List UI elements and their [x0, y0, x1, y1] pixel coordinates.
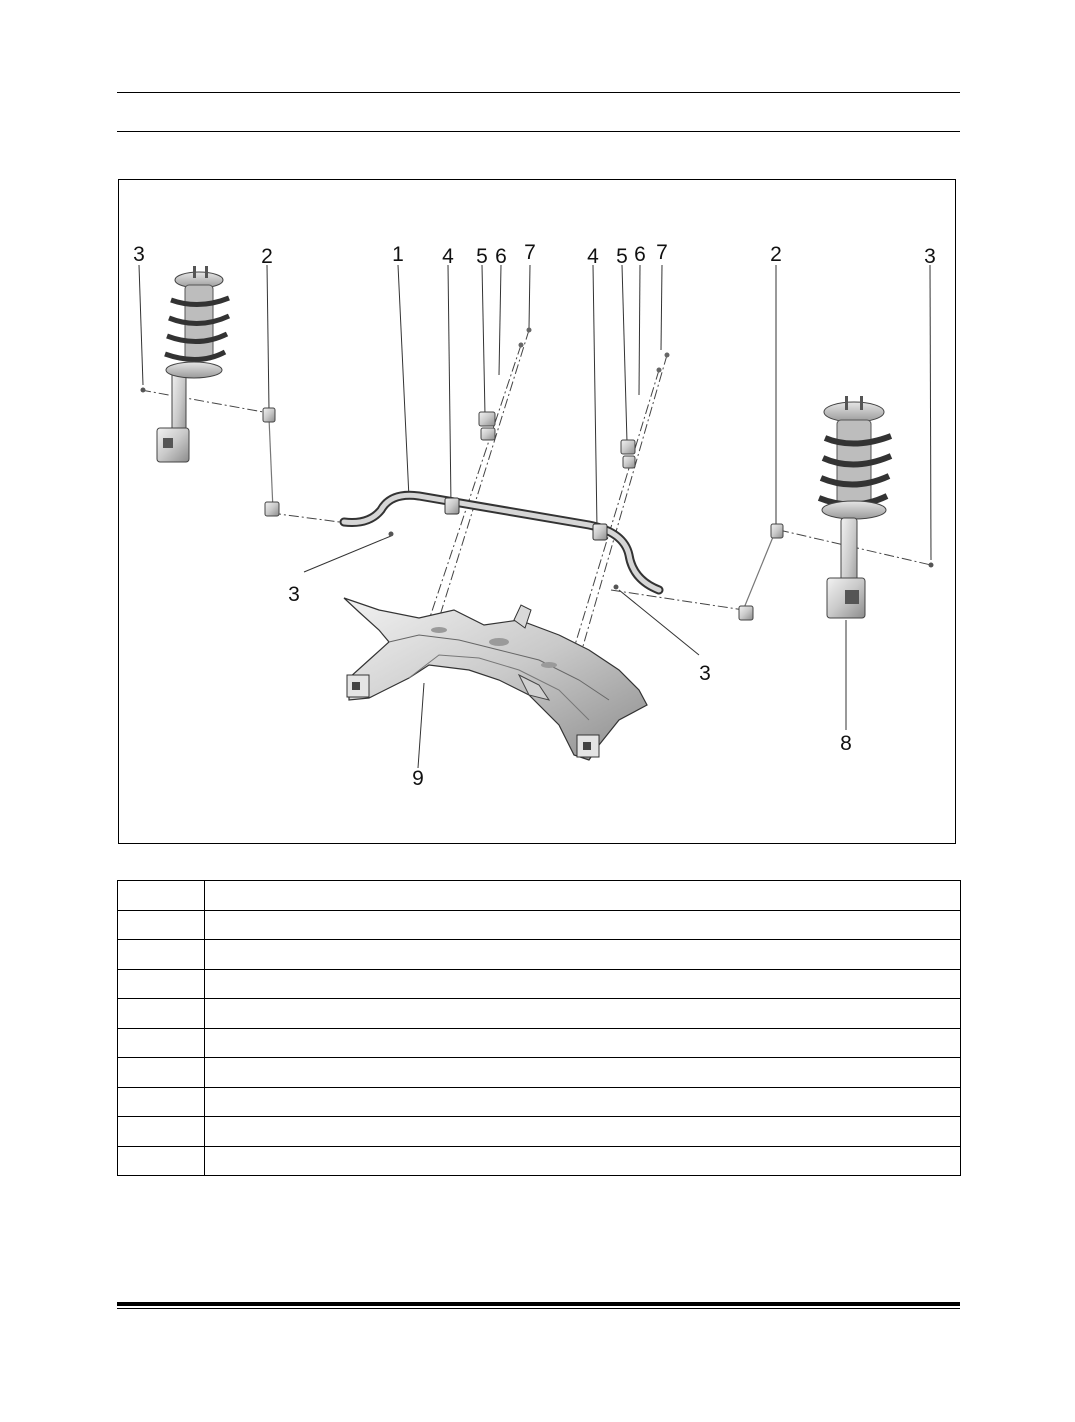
- left-strut-assembly: [141, 266, 230, 462]
- right-strut-assembly: [819, 396, 891, 618]
- stabilizer-bar: [344, 495, 659, 590]
- parts-table: [117, 880, 961, 1176]
- part-number-cell: [118, 881, 205, 911]
- link-bushing-left-lower: [265, 502, 279, 516]
- callout-5: 5: [476, 245, 488, 268]
- table-row: [118, 999, 961, 1029]
- part-number-cell: [118, 910, 205, 940]
- footer-rule-thick: [117, 1302, 960, 1306]
- part-description-cell: [205, 910, 961, 940]
- table-row: [118, 1146, 961, 1176]
- table-row: [118, 881, 961, 911]
- table-row: [118, 1058, 961, 1088]
- callout-4: 4: [442, 245, 454, 268]
- part-number-cell: [118, 940, 205, 970]
- header-rule-bottom: [117, 131, 960, 132]
- assembly-axes: [141, 330, 931, 660]
- bracket-set-right: [621, 353, 670, 469]
- callout-3: 3: [924, 245, 936, 268]
- table-row: [118, 940, 961, 970]
- part-description-cell: [205, 940, 961, 970]
- table-row: [118, 910, 961, 940]
- callout-3: 3: [699, 662, 711, 685]
- callout-6: 6: [634, 243, 646, 266]
- part-number-cell: [118, 1087, 205, 1117]
- callout-4: 4: [587, 245, 599, 268]
- callout-5: 5: [616, 245, 628, 268]
- bolt-right-lower: [614, 585, 619, 590]
- part-number-cell: [118, 999, 205, 1029]
- part-number-cell: [118, 1146, 205, 1176]
- callout-6: 6: [495, 245, 507, 268]
- table-row: [118, 969, 961, 999]
- end-link-left: [269, 418, 273, 510]
- link-bushing-right-lower: [739, 606, 753, 620]
- callout-2: 2: [770, 243, 782, 266]
- bolt-right-upper: [929, 563, 934, 568]
- bolt-left-lower: [389, 532, 394, 537]
- callout-2: 2: [261, 245, 273, 268]
- part-description-cell: [205, 999, 961, 1029]
- table-row: [118, 1117, 961, 1147]
- table-row: [118, 1087, 961, 1117]
- part-description-cell: [205, 1058, 961, 1088]
- stabilizer-bar-exploded-diagram: [119, 180, 955, 843]
- callout-7: 7: [656, 241, 668, 264]
- callout-9: 9: [412, 767, 424, 790]
- part-description-cell: [205, 881, 961, 911]
- end-link-right: [744, 532, 775, 608]
- part-description-cell: [205, 1028, 961, 1058]
- callout-8: 8: [840, 732, 852, 755]
- footer-rule-thin: [117, 1308, 960, 1309]
- callout-3: 3: [133, 243, 145, 266]
- subframe: [344, 598, 647, 760]
- callout-7: 7: [524, 241, 536, 264]
- part-description-cell: [205, 969, 961, 999]
- callout-1: 1: [392, 243, 404, 266]
- part-number-cell: [118, 1028, 205, 1058]
- header-rule-top: [117, 92, 960, 93]
- part-description-cell: [205, 1087, 961, 1117]
- part-description-cell: [205, 1146, 961, 1176]
- part-number-cell: [118, 1117, 205, 1147]
- part-number-cell: [118, 1058, 205, 1088]
- link-bushing-right-upper: [771, 524, 783, 538]
- table-row: [118, 1028, 961, 1058]
- link-bushing-left-upper: [263, 408, 275, 422]
- exploded-diagram-frame: [118, 179, 956, 844]
- callout-3: 3: [288, 583, 300, 606]
- part-description-cell: [205, 1117, 961, 1147]
- bracket-set-left: [479, 328, 532, 441]
- part-number-cell: [118, 969, 205, 999]
